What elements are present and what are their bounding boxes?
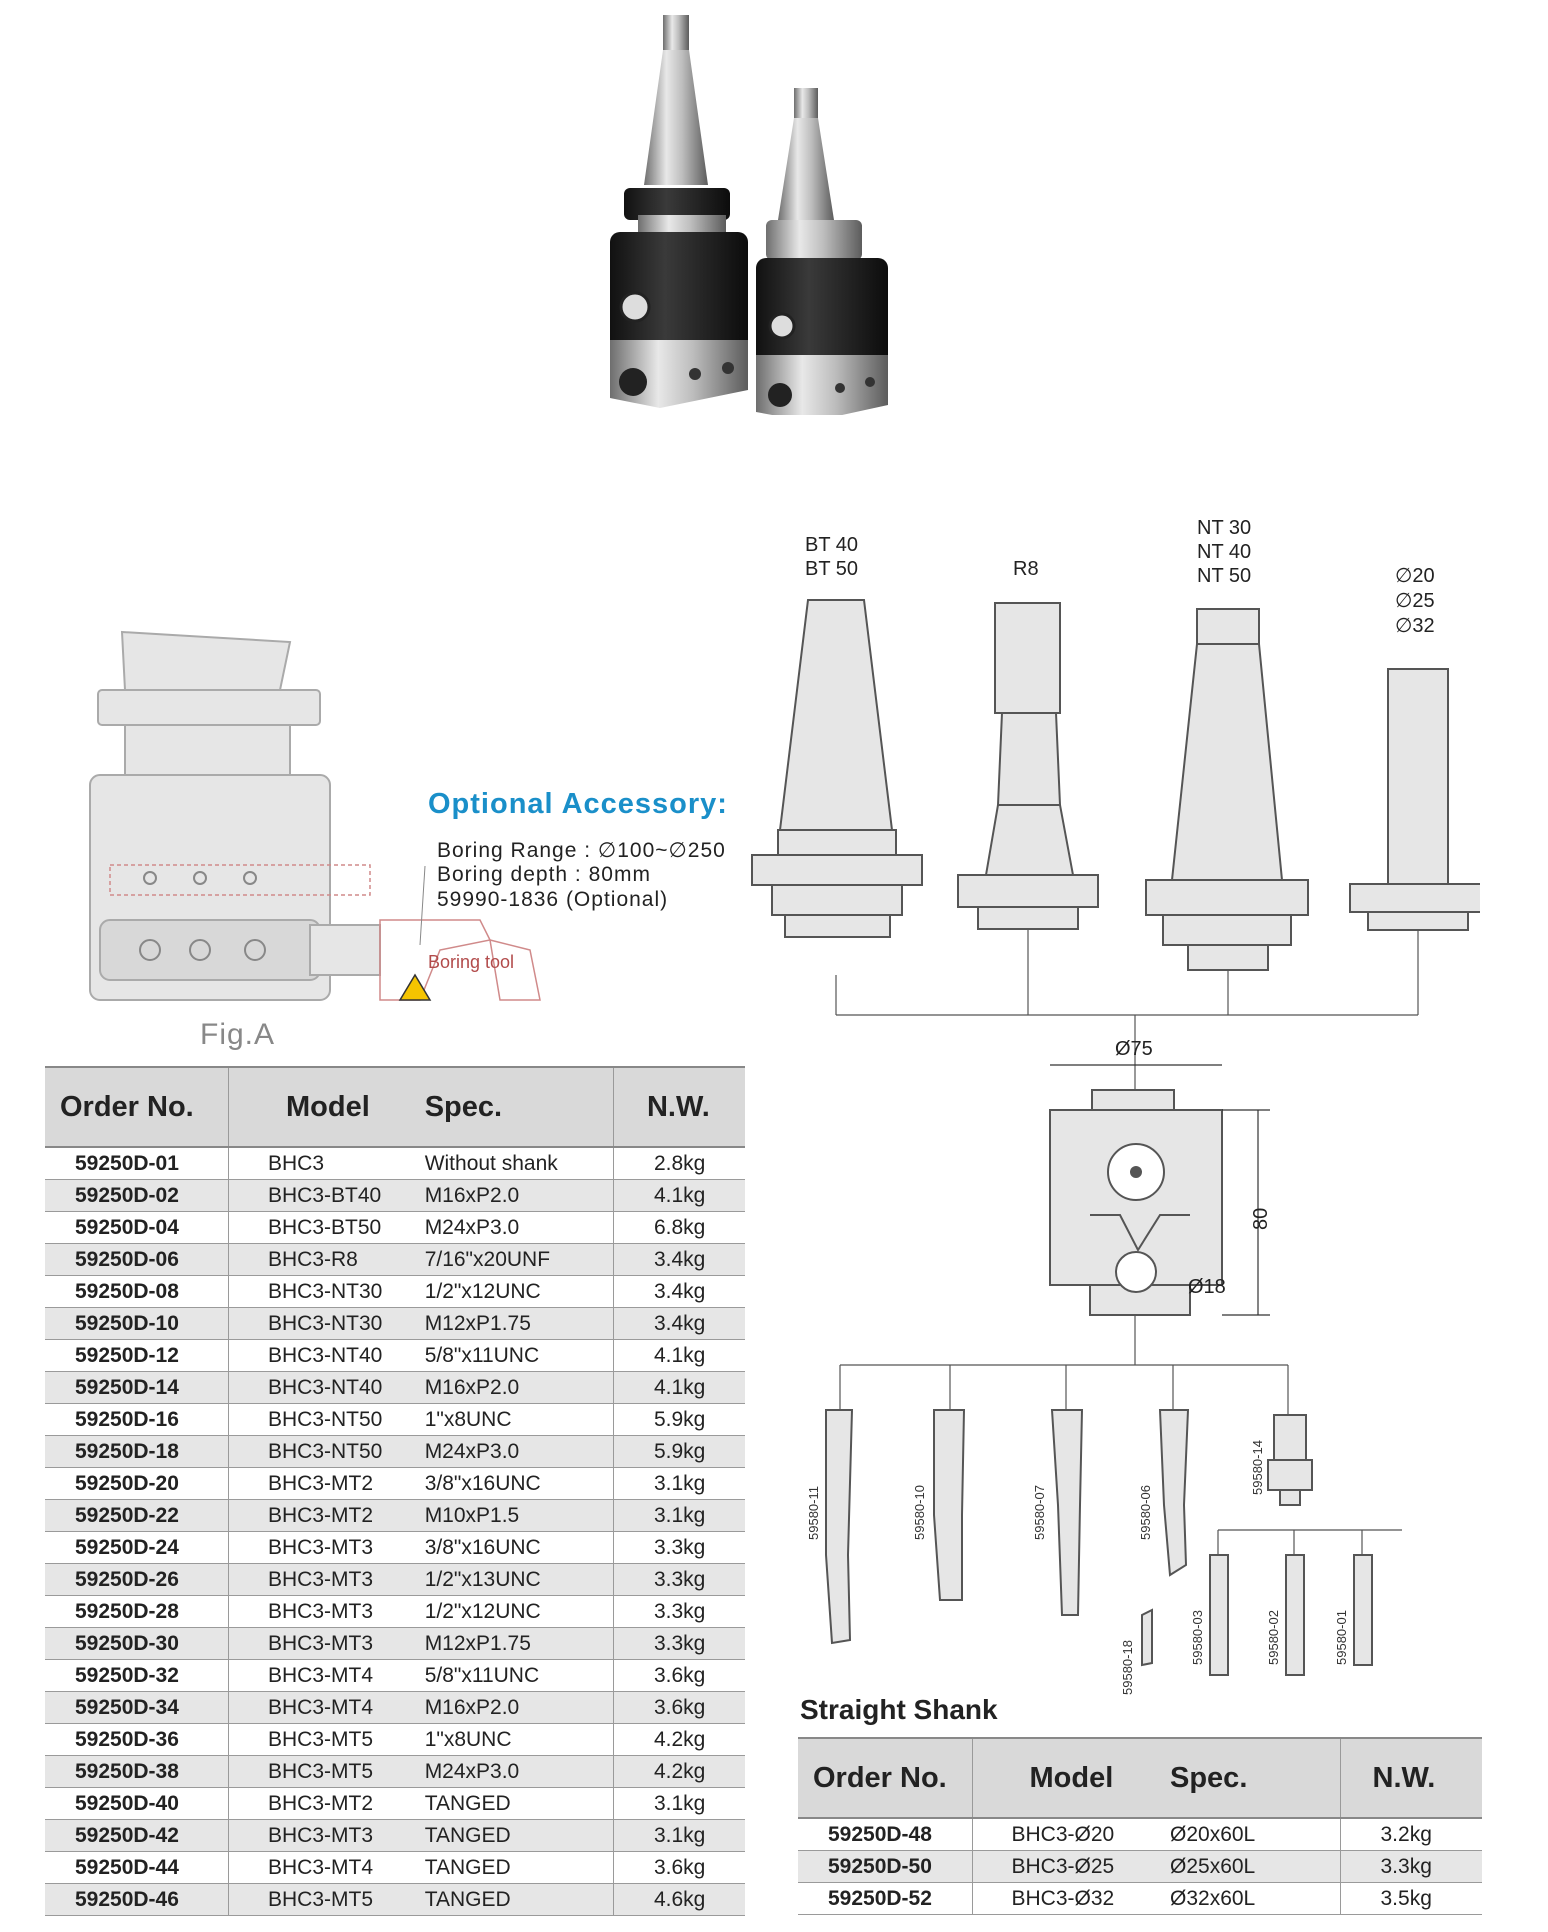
- spec-cell: 1"x8UNC: [425, 1724, 614, 1756]
- ss-header-spec: Spec.: [1170, 1738, 1340, 1818]
- straight-shank: [1388, 669, 1448, 884]
- order-no-cell: 59250D-42: [45, 1820, 228, 1852]
- r8-label: R8: [1013, 558, 1039, 580]
- fig-a-caption: Fig.A: [200, 1018, 276, 1051]
- spec-cell: Ø32x60L: [1170, 1883, 1340, 1915]
- nw-cell: 3.1kg: [613, 1468, 745, 1500]
- spec-cell: M12xP1.75: [425, 1628, 614, 1660]
- table-row: [798, 1818, 1482, 1851]
- order-no-cell: 59250D-46: [45, 1884, 228, 1916]
- table-row: [45, 1404, 745, 1436]
- tool-59580-02: [1286, 1555, 1304, 1675]
- model-cell: BHC3-BT40: [228, 1180, 424, 1212]
- table-row: [45, 1340, 745, 1372]
- straight-shank-table: [798, 1737, 1482, 1915]
- model-cell: BHC3-R8: [228, 1244, 424, 1276]
- nt-label-3: NT 50: [1197, 565, 1252, 587]
- model-cell: BHC3-Ø20: [972, 1818, 1170, 1851]
- tool-label-02: 59580-02: [1266, 1610, 1281, 1665]
- table-row: [45, 1660, 745, 1692]
- optional-accessory-title: Optional Accessory:: [428, 788, 728, 820]
- order-no-cell: 59250D-08: [45, 1276, 228, 1308]
- order-no-cell: 59250D-04: [45, 1212, 228, 1244]
- spec-cell: 1/2"x13UNC: [425, 1564, 614, 1596]
- spec-cell: Without shank: [425, 1147, 614, 1180]
- table-row: [45, 1724, 745, 1756]
- nw-cell: 3.3kg: [613, 1596, 745, 1628]
- table-row: [45, 1884, 745, 1916]
- spec-cell: TANGED: [425, 1852, 614, 1884]
- ss-header-nw: N.W.: [1340, 1738, 1482, 1818]
- table-row: [45, 1436, 745, 1468]
- nw-cell: 5.9kg: [613, 1404, 745, 1436]
- boring-depth: Boring depth : 80mm: [437, 863, 651, 886]
- model-cell: BHC3-NT30: [228, 1308, 424, 1340]
- nw-cell: 3.3kg: [613, 1532, 745, 1564]
- model-cell: BHC3-MT5: [228, 1884, 424, 1916]
- order-no-cell: 59250D-38: [45, 1756, 228, 1788]
- nw-cell: 4.2kg: [613, 1724, 745, 1756]
- order-no-cell: 59250D-10: [45, 1308, 228, 1340]
- order-no-cell: 59250D-01: [45, 1147, 228, 1180]
- spec-cell: 1/2"x12UNC: [425, 1596, 614, 1628]
- spec-cell: TANGED: [425, 1820, 614, 1852]
- tool-label-10: 59580-10: [912, 1485, 927, 1540]
- model-cell: BHC3-MT4: [228, 1660, 424, 1692]
- model-cell: BHC3-MT5: [228, 1724, 424, 1756]
- model-cell: BHC3-NT50: [228, 1404, 424, 1436]
- boring-head-drawing: [1050, 1038, 1272, 1315]
- tool-label-01: 59580-01: [1334, 1610, 1349, 1665]
- model-cell: BHC3-MT5: [228, 1756, 424, 1788]
- spec-cell: M24xP3.0: [425, 1212, 614, 1244]
- model-cell: BHC3-MT2: [228, 1468, 424, 1500]
- spec-cell: 1"x8UNC: [425, 1404, 614, 1436]
- tool-59580-06: [1160, 1410, 1188, 1575]
- dia75-label: Ø75: [1115, 1038, 1153, 1060]
- model-cell: BHC3-NT40: [228, 1340, 424, 1372]
- spec-cell: M12xP1.75: [425, 1308, 614, 1340]
- order-no-cell: 59250D-22: [45, 1500, 228, 1532]
- tool-59580-18: [1142, 1610, 1152, 1665]
- order-no-cell: 59250D-20: [45, 1468, 228, 1500]
- tool-label-07: 59580-07: [1032, 1485, 1047, 1540]
- order-no-cell: 59250D-32: [45, 1660, 228, 1692]
- table-row: [45, 1852, 745, 1884]
- nw-cell: 3.1kg: [613, 1788, 745, 1820]
- boring-head-small: [756, 88, 888, 415]
- nw-cell: 3.5kg: [1340, 1883, 1482, 1915]
- table-row: [45, 1788, 745, 1820]
- r8-shank: [995, 603, 1060, 713]
- order-no-cell: 59250D-16: [45, 1404, 228, 1436]
- model-cell: BHC3-Ø25: [972, 1851, 1170, 1883]
- nw-cell: 3.1kg: [613, 1500, 745, 1532]
- tool-59580-10: [934, 1410, 964, 1600]
- straight-label-1: ∅20: [1395, 565, 1435, 587]
- order-no-cell: 59250D-06: [45, 1244, 228, 1276]
- table-row: [798, 1851, 1482, 1883]
- main-order-table: [45, 1066, 745, 1916]
- nw-cell: 3.4kg: [613, 1244, 745, 1276]
- model-cell: BHC3-MT2: [228, 1500, 424, 1532]
- boring-head-large: [610, 15, 748, 408]
- order-no-cell: 59250D-36: [45, 1724, 228, 1756]
- spec-cell: 3/8"x16UNC: [425, 1532, 614, 1564]
- model-cell: BHC3-Ø32: [972, 1883, 1170, 1915]
- product-photo: [600, 10, 930, 415]
- order-no-cell: 59250D-34: [45, 1692, 228, 1724]
- table-row: [45, 1468, 745, 1500]
- model-cell: BHC3-MT3: [228, 1596, 424, 1628]
- order-no-cell: 59250D-44: [45, 1852, 228, 1884]
- nt-label-1: NT 30: [1197, 517, 1252, 539]
- table-row: [45, 1596, 745, 1628]
- nw-cell: 5.9kg: [613, 1436, 745, 1468]
- height80-label: 80: [1250, 1207, 1272, 1230]
- tool-59580-01: [1354, 1555, 1372, 1665]
- spec-cell: M16xP2.0: [425, 1180, 614, 1212]
- ss-header-model: Model: [972, 1738, 1170, 1818]
- spec-cell: 5/8"x11UNC: [425, 1340, 614, 1372]
- spec-cell: M16xP2.0: [425, 1692, 614, 1724]
- nw-cell: 3.6kg: [613, 1660, 745, 1692]
- order-no-cell: 59250D-28: [45, 1596, 228, 1628]
- model-cell: BHC3-NT40: [228, 1372, 424, 1404]
- order-no-cell: 59250D-24: [45, 1532, 228, 1564]
- nt-label-2: NT 40: [1197, 541, 1252, 563]
- tool-label-14: 59580-14: [1250, 1440, 1265, 1495]
- straight-label-3: ∅32: [1395, 615, 1435, 637]
- straight-shank-title: Straight Shank: [800, 1694, 998, 1725]
- order-no-cell: 59250D-48: [798, 1818, 972, 1851]
- nw-cell: 6.8kg: [613, 1212, 745, 1244]
- spec-cell: 5/8"x11UNC: [425, 1660, 614, 1692]
- header-nw: N.W.: [613, 1067, 745, 1147]
- nw-cell: 3.3kg: [613, 1628, 745, 1660]
- order-no-cell: 59250D-30: [45, 1628, 228, 1660]
- table-row: [45, 1276, 745, 1308]
- tool-label-18: 59580-18: [1120, 1640, 1135, 1695]
- order-no-cell: 59250D-52: [798, 1883, 972, 1915]
- bt-label-2: BT 50: [805, 558, 858, 580]
- nw-cell: 4.6kg: [613, 1884, 745, 1916]
- order-no-cell: 59250D-18: [45, 1436, 228, 1468]
- boring-range: Boring Range : ∅100~∅250: [437, 839, 726, 862]
- table-row: [45, 1756, 745, 1788]
- spec-cell: 3/8"x16UNC: [425, 1468, 614, 1500]
- order-no-cell: 59250D-50: [798, 1851, 972, 1883]
- tool-59580-11: [826, 1410, 852, 1643]
- order-no-cell: 59250D-12: [45, 1340, 228, 1372]
- tool-label-03: 59580-03: [1190, 1610, 1205, 1665]
- table-row: [45, 1500, 745, 1532]
- model-cell: BHC3-MT3: [228, 1820, 424, 1852]
- model-cell: BHC3-MT3: [228, 1564, 424, 1596]
- model-cell: BHC3-MT4: [228, 1852, 424, 1884]
- spec-cell: TANGED: [425, 1788, 614, 1820]
- main-table-body: [45, 1147, 745, 1916]
- order-no-cell: 59250D-02: [45, 1180, 228, 1212]
- spec-cell: TANGED: [425, 1884, 614, 1916]
- table-row: [45, 1628, 745, 1660]
- table-row: [45, 1532, 745, 1564]
- model-cell: BHC3: [228, 1147, 424, 1180]
- table-row: [45, 1244, 745, 1276]
- spec-cell: 7/16"x20UNF: [425, 1244, 614, 1276]
- table-row: [45, 1820, 745, 1852]
- spec-cell: M16xP2.0: [425, 1372, 614, 1404]
- bt-label-1: BT 40: [805, 534, 858, 556]
- order-no-cell: 59250D-26: [45, 1564, 228, 1596]
- nw-cell: 3.4kg: [613, 1276, 745, 1308]
- straight-shank-table-body: [798, 1818, 1482, 1915]
- tool-59580-03: [1210, 1555, 1228, 1675]
- tool-59580-07: [1052, 1410, 1082, 1615]
- nw-cell: 3.3kg: [613, 1564, 745, 1596]
- tool-label-06: 59580-06: [1138, 1485, 1153, 1540]
- ss-header-order-no: Order No.: [798, 1738, 972, 1818]
- table-row: [45, 1372, 745, 1404]
- table-row: [45, 1180, 745, 1212]
- tool-label-11: 59580-11: [806, 1486, 821, 1540]
- nw-cell: 3.4kg: [613, 1308, 745, 1340]
- model-cell: BHC3-MT3: [228, 1628, 424, 1660]
- dia18-label: Ø18: [1188, 1276, 1226, 1298]
- spec-cell: M10xP1.5: [425, 1500, 614, 1532]
- table-row: [45, 1147, 745, 1180]
- straight-label-2: ∅25: [1395, 590, 1435, 612]
- order-no-cell: 59250D-40: [45, 1788, 228, 1820]
- nw-cell: 3.2kg: [1340, 1818, 1482, 1851]
- spec-cell: Ø20x60L: [1170, 1818, 1340, 1851]
- spec-cell: M24xP3.0: [425, 1756, 614, 1788]
- accessory-part-number: 59990-1836 (Optional): [437, 888, 669, 911]
- table-row: [45, 1308, 745, 1340]
- header-spec: Spec.: [425, 1067, 614, 1147]
- nw-cell: 4.1kg: [613, 1340, 745, 1372]
- model-cell: BHC3-NT50: [228, 1436, 424, 1468]
- spec-cell: 1/2"x12UNC: [425, 1276, 614, 1308]
- spec-cell: Ø25x60L: [1170, 1851, 1340, 1883]
- table-row: [45, 1212, 745, 1244]
- tool-59580-14: [1274, 1415, 1306, 1460]
- order-no-cell: 59250D-14: [45, 1372, 228, 1404]
- table-row: [45, 1692, 745, 1724]
- model-cell: BHC3-MT4: [228, 1692, 424, 1724]
- nt-shank: [1197, 609, 1259, 644]
- nw-cell: 3.1kg: [613, 1820, 745, 1852]
- bt-shank: [780, 600, 892, 830]
- nw-cell: 2.8kg: [613, 1147, 745, 1180]
- nw-cell: 3.6kg: [613, 1852, 745, 1884]
- model-cell: BHC3-MT3: [228, 1532, 424, 1564]
- spec-cell: M24xP3.0: [425, 1436, 614, 1468]
- header-model: Model: [228, 1067, 424, 1147]
- boring-tool-label: Boring tool: [428, 952, 515, 972]
- nw-cell: 4.2kg: [613, 1756, 745, 1788]
- table-row: [45, 1564, 745, 1596]
- nw-cell: 4.1kg: [613, 1372, 745, 1404]
- header-order-no: Order No.: [45, 1067, 228, 1147]
- model-cell: BHC3-NT30: [228, 1276, 424, 1308]
- nw-cell: 4.1kg: [613, 1180, 745, 1212]
- model-cell: BHC3-BT50: [228, 1212, 424, 1244]
- nw-cell: 3.3kg: [1340, 1851, 1482, 1883]
- nw-cell: 3.6kg: [613, 1692, 745, 1724]
- shank-diagram: [740, 515, 1480, 1695]
- model-cell: BHC3-MT2: [228, 1788, 424, 1820]
- table-row: [798, 1883, 1482, 1915]
